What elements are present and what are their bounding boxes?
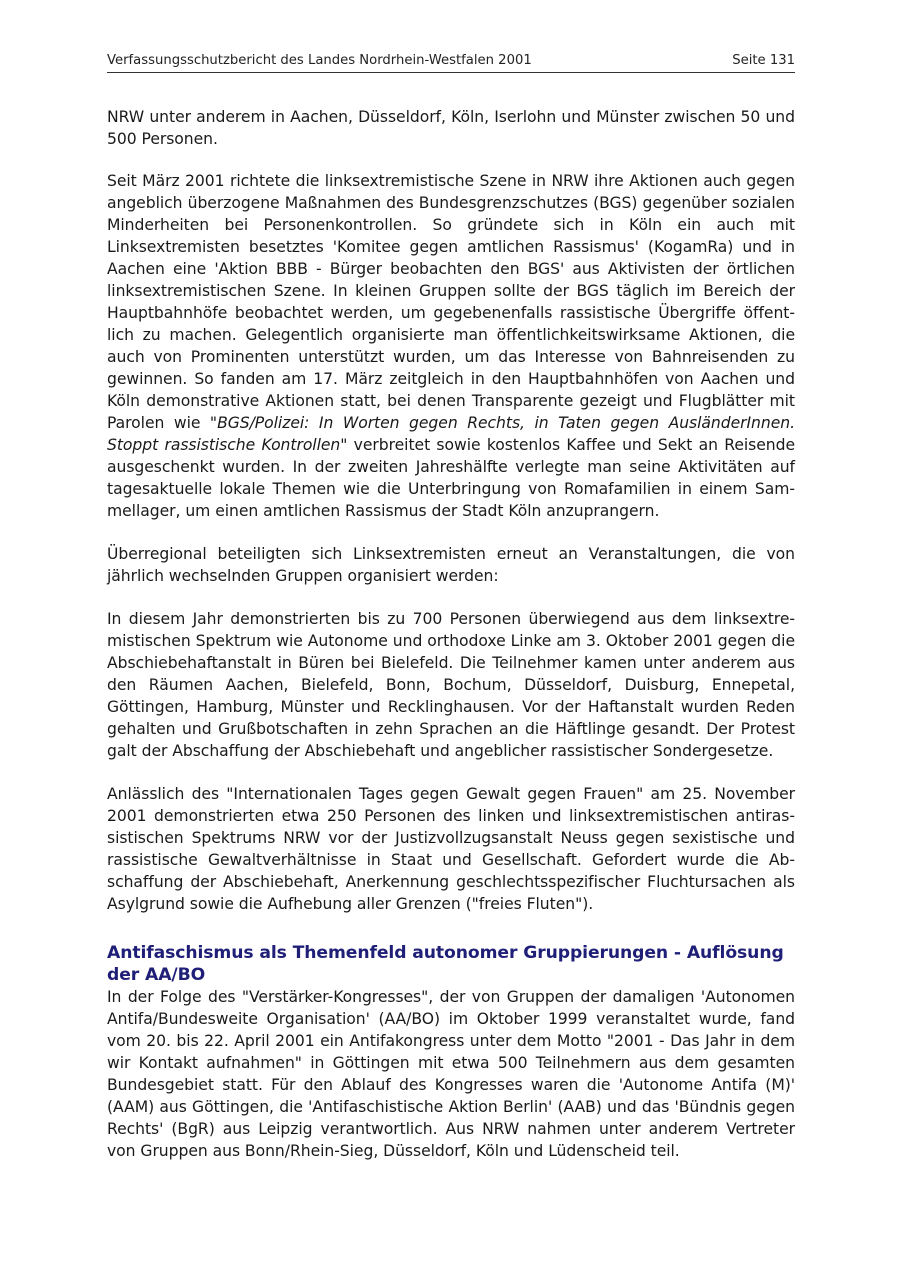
document-page xyxy=(107,52,795,1183)
section-heading: Antifaschismus als Themenfeld autonomer Gruppierungen - Auflösung der AA/BO xyxy=(107,943,784,985)
paragraph-bgs-actions xyxy=(107,170,795,522)
paragraph-neuss-demo: Anlässlich des "Internationalen Tages gegen Gewalt gegen Frauen" am 25. November 2001 demonstrierten etwa 250 Personen des linken und linksextremistischen antirassistischen Spektrums NRW vor der Justizvollzugsanstalt Neuss gegen sexistische und rassistische Gewaltverhältnisse in Staat und Gesellschaft. Gefordert wurde die Abschaffung der Abschiebehaft, Anerkennung geschlechtsspezifischer Fluchtursachen als Asylgrund sowie die Aufhebung aller Grenzen ("freies Fluten"). xyxy=(107,785,795,913)
paragraph-bgs-actions-text-2: " verbreitet sowie kostenlos Kaffee und Sekt an Reisende ausgeschenkt wurden. In der zweiten Jahreshälfte verlegte man seine Aktivitäten auf tagesaktuelle lokale Themen wie die Unterbringung von Romafamilien in einem Sammellager, um einen amtlichen Rassismus der Stadt Köln anzuprangern. xyxy=(107,436,795,520)
slogan-quote: BGS/Polizei: In Worten gegen Rechts, in Taten gegen AusländerInnen. Stoppt rassistische Kontrollen xyxy=(107,414,795,454)
paragraph-continuation: NRW unter anderem in Aachen, Düsseldorf, Köln, Iserlohn und Münster zwischen 50 und 500 Personen. xyxy=(107,108,795,148)
header-page-number: Seite 131 xyxy=(732,53,795,68)
paragraph-bgs-actions-text-1: Seit März 2001 richtete die linksextremistische Szene in NRW ihre Aktionen auch gegen angeblich überzogene Maßnahmen des Bundesgrenzschutzes (BGS) gegenüber sozialen Minderheiten bei Personenkontrollen. So gründete sich in Köln ein auch mit Linksextremisten besetztes 'Komitee gegen amtlichen Rassismus' (KogamRa) und in Aachen eine 'Aktion BBB - Bürger beobachten den BGS' aus Aktivisten der örtlichen linksextremistischen Szene. In kleinen Gruppen sollte der BGS täglich im Bereich der Hauptbahnhöfe beobachtet werden, um gegebenenfalls rassistische Übergriffe öffentlich zu machen. Gelegentlich organisierte man öffentlichkeitswirksame Aktionen, die auch von Prominenten unterstützt wurden, um das Interesse von Bahnreisenden zu gewinnen. So fanden am 17. März zeitgleich in den Hauptbahnhöfen von Aachen und Köln demonstrative Aktionen statt, bei denen Transparente gezeigt und Flugblätter mit Parolen wie " xyxy=(107,172,795,432)
paragraph-bueren-demo: In diesem Jahr demonstrierten bis zu 700 Personen überwiegend aus dem linksextremistischen Spektrum wie Autonome und orthodoxe Linke am 3. Oktober 2001 gegen die Abschiebehaftanstalt in Büren bei Bielefeld. Die Teilnehmer kamen unter anderem aus den Räumen Aachen, Bielefeld, Bonn, Bochum, Düsseldorf, Duisburg, Ennepetal, Göttingen, Hamburg, Münster und Recklinghausen. Vor der Haftanstalt wurden Reden gehalten und Grußbotschaften in zehn Sprachen an die Häftlinge gesandt. Der Protest galt der Abschaffung der Abschiebehaft und angeblicher rassistischer Sondergesetze. xyxy=(107,610,795,760)
paragraph-supraregional: Überregional beteiligten sich Linksextremisten erneut an Veranstaltungen, die von jährlich wechselnden Gruppen organisiert werden: xyxy=(107,545,795,585)
header-publication-title: Verfassungsschutzbericht des Landes Nordrhein-Westfalen 2001 xyxy=(107,53,532,68)
paragraph-antifa-congress: In der Folge des "Verstärker-Kongresses", der von Gruppen der damaligen 'Autonomen Antifa/Bundesweite Organisation' (AA/BO) im Oktober 1999 veranstaltet wurde, fand vom 20. bis 22. April 2001 ein Antifakongress unter dem Motto "2001 - Das Jahr in dem wir Kontakt aufnahmen" in Göttingen mit etwa 500 Teilnehmern aus dem gesamten Bundesgebiet statt. Für den Ablauf des Kongresses waren die 'Autonome Antifa (M)' (AAM) aus Göttingen, die 'Antifaschistische Aktion Berlin' (AAB) und das 'Bündnis gegen Rechts' (BgR) aus Leipzig verantwortlich. Aus NRW nahmen unter anderem Vertreter von Gruppen aus Bonn/Rhein-Sieg, Düsseldorf, Köln und Lüdenscheid teil. xyxy=(107,988,795,1160)
running-header xyxy=(107,52,795,73)
body-text xyxy=(107,106,795,1162)
